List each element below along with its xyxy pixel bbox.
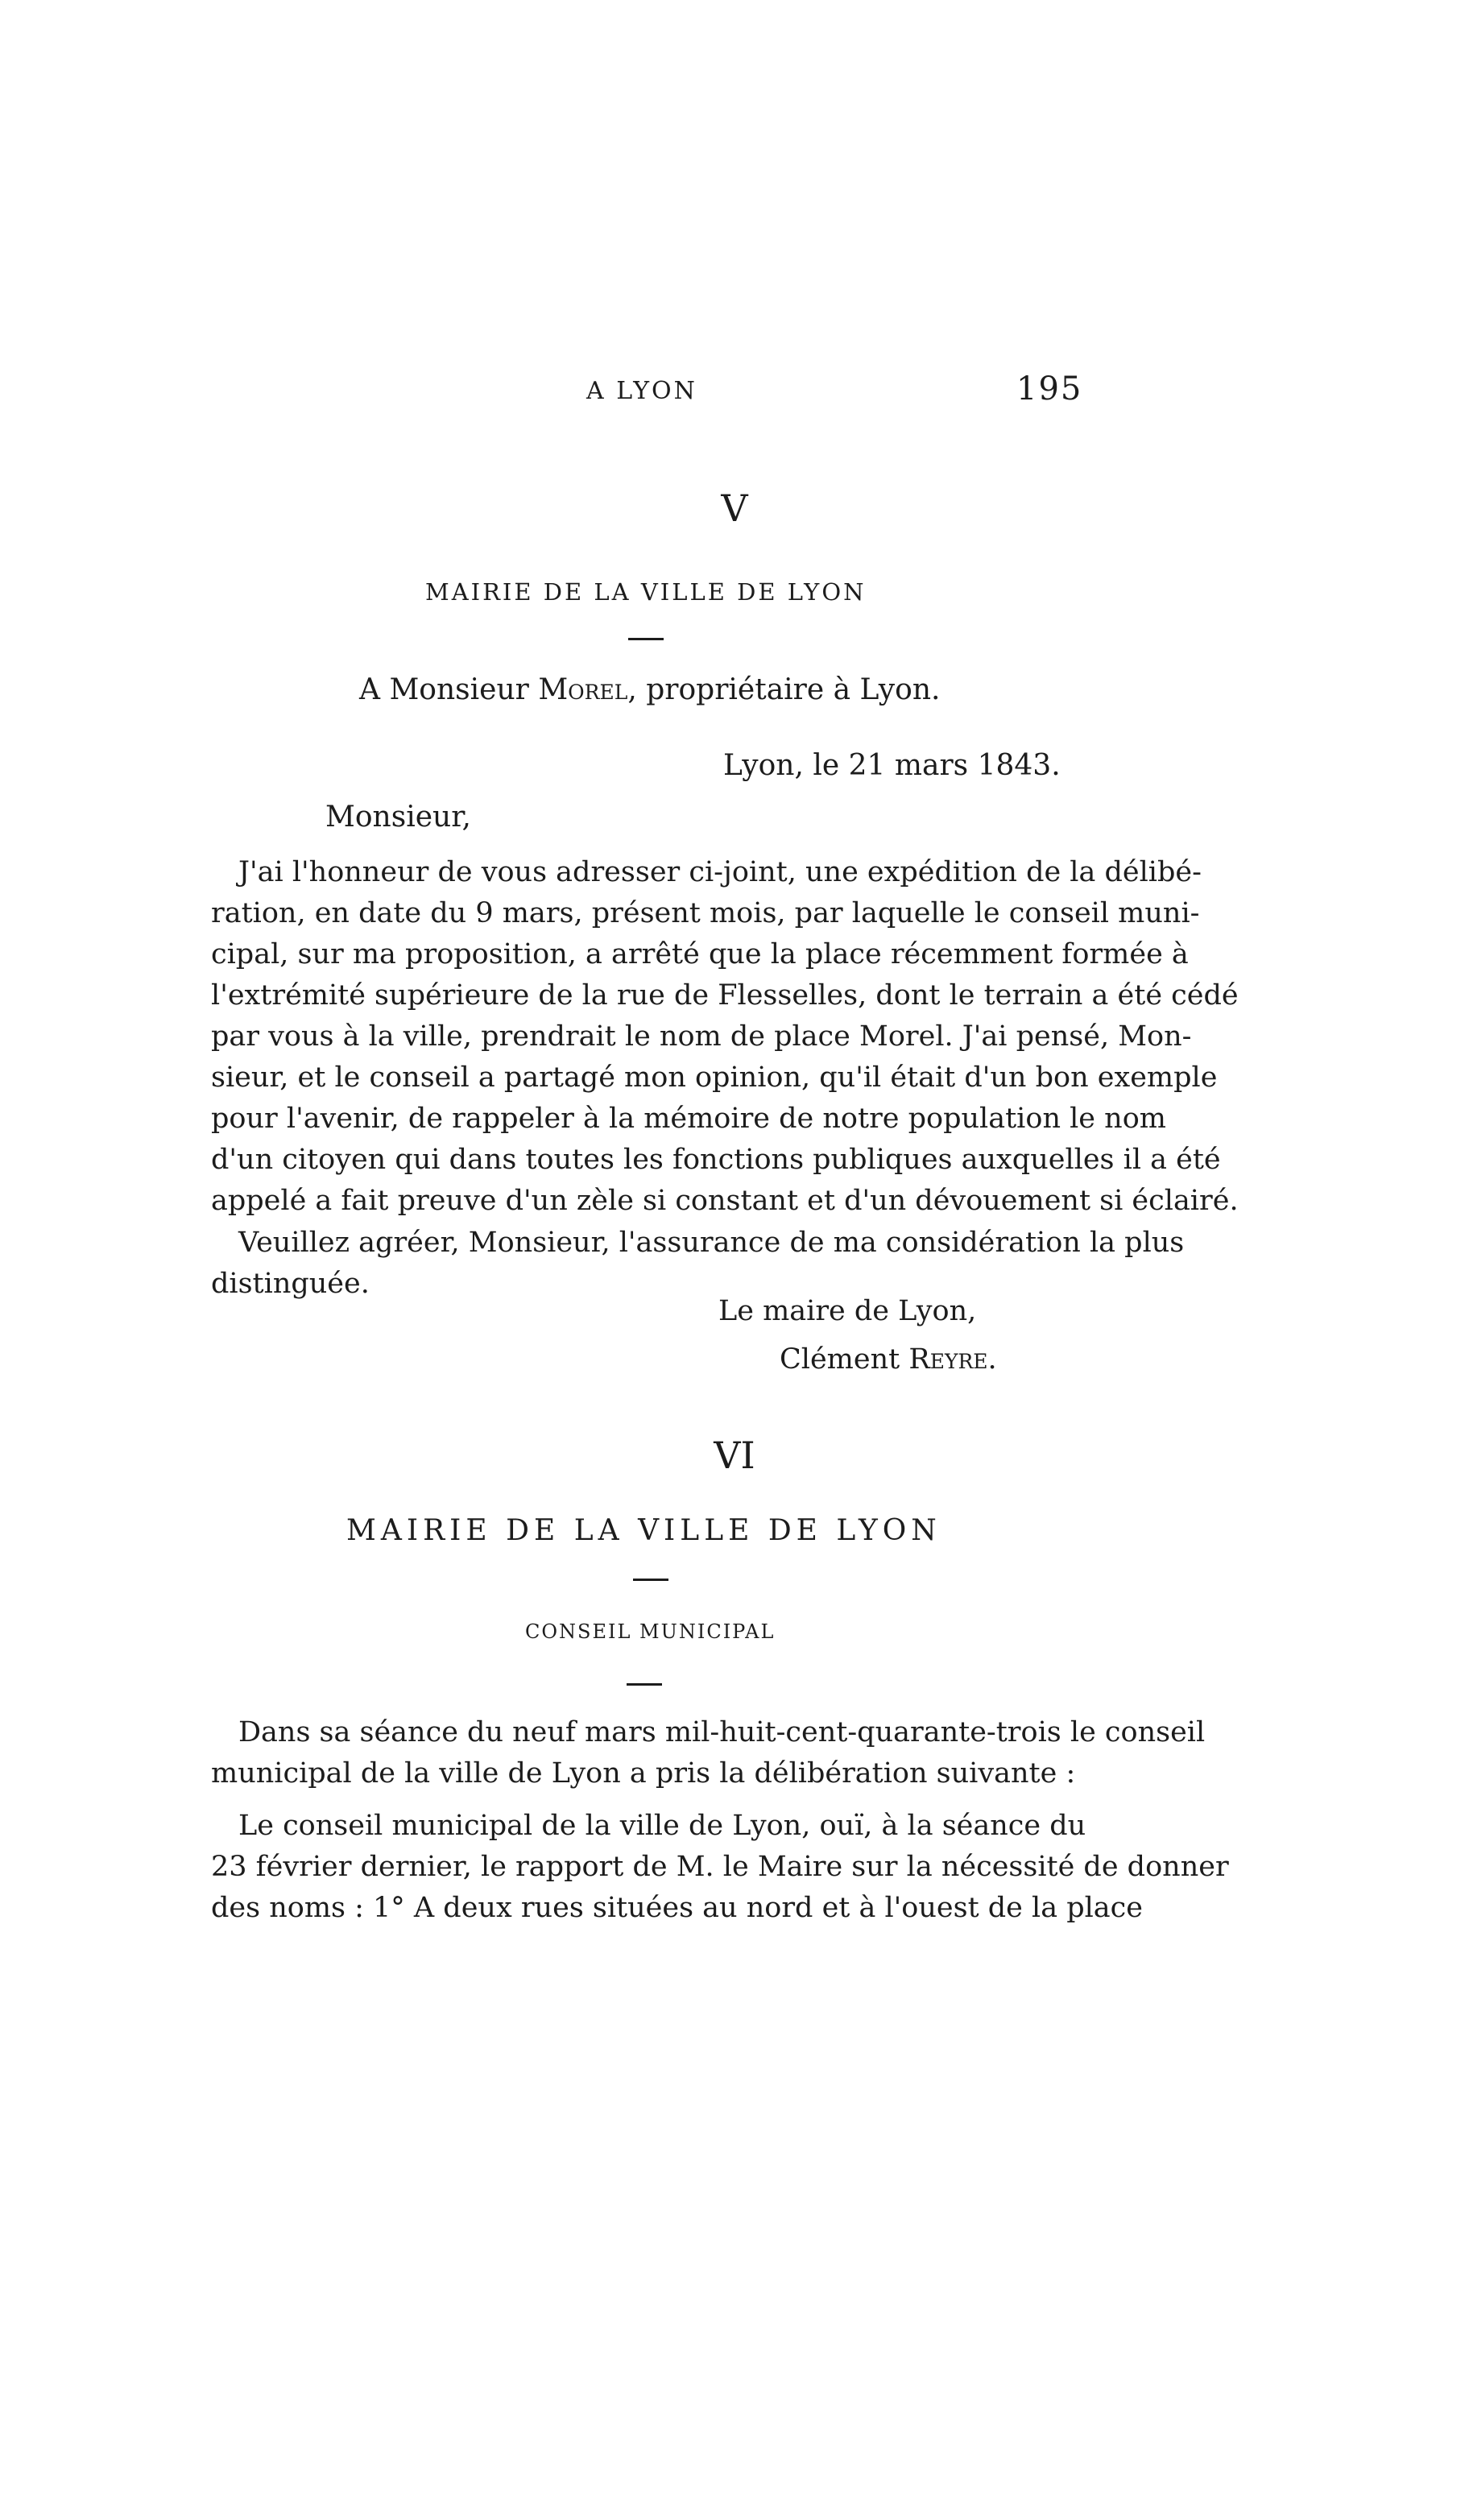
section-vi-heading: MAIRIE DE LA VILLE DE LYON [346,1514,941,1547]
running-title: A LYON [586,377,697,405]
heading-rule [628,638,664,640]
text-line: J'ai l'honneur de vous adresser ci-joint, une expédition de la délibé- [238,856,1202,888]
text-line: Dans sa séance du neuf mars mil-huit-cent-quarante-trois le conseil [238,1716,1206,1748]
deliberation-paragraph-1 [211,1712,1206,1794]
text-line: d'un citoyen qui dans toutes les fonctions publiques auxquelles il a été [211,1144,1221,1176]
section-numeral-vi: VI [714,1434,755,1477]
heading-rule [633,1579,668,1581]
signature-title: Le maire de Lyon, [718,1295,977,1327]
salutation: Monsieur, [325,801,471,834]
signature-last-name: Reyre. [908,1343,997,1376]
text-line: pour l'avenir, de rappeler à la mémoire de notre population le nom [211,1103,1166,1135]
section-vi-subheading: CONSEIL MUNICIPAL [525,1620,776,1643]
text-line: des noms : 1° A deux rues situées au nord et à l'ouest de la place [211,1892,1143,1924]
text-line: appelé a fait preuve d'un zèle si constant et d'un dévouement si éclairé. [211,1185,1239,1217]
text-line: cipal, sur ma proposition, a arrêté que la place récemment formée à [211,938,1189,970]
addressee-suffix: , propriétaire à Lyon. [627,673,941,706]
signature-name [780,1343,997,1376]
addressee-name: Morel [538,673,628,706]
page-number: 195 [1016,370,1083,408]
text-line: distinguée. [211,1268,370,1300]
text-line: Veuillez agréer, Monsieur, l'assurance de ma considération la plus [238,1227,1185,1259]
text-line: 23 février dernier, le rapport de M. le Maire sur la nécessité de donner [211,1851,1229,1883]
text-line: Le conseil municipal de la ville de Lyon, ouï, à la séance du [238,1810,1086,1842]
addressee-line [359,673,940,706]
text-line: municipal de la ville de Lyon a pris la délibération suivante : [211,1757,1076,1790]
subheading-rule [627,1683,662,1686]
dateline: Lyon, le 21 mars 1843. [723,749,1061,782]
text-line: par vous à la ville, prendrait le nom de place Morel. J'ai pensé, Mon- [211,1020,1192,1053]
text-line: ration, en date du 9 mars, présent mois, par laquelle le conseil muni- [211,897,1200,929]
signature-first-name: Clément [780,1343,900,1376]
letter-paragraph-1 [211,852,1239,1222]
text-line: sieur, et le conseil a partagé mon opinion, qu'il était d'un bon exemple [211,1061,1218,1094]
deliberation-paragraph-2 [211,1806,1229,1929]
section-numeral-v: V [721,486,748,530]
letter-paragraph-2 [211,1223,1185,1305]
section-v-heading: MAIRIE DE LA VILLE DE LYON [425,578,867,606]
addressee-prefix: A Monsieur [359,673,529,706]
text-line: l'extrémité supérieure de la rue de Flesselles, dont le terrain a été cédé [211,979,1239,1012]
